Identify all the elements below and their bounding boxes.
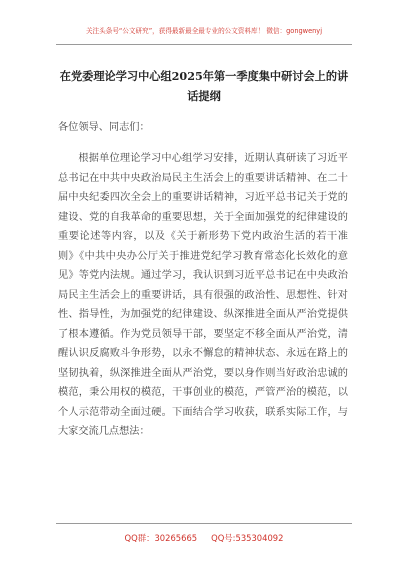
- footer-qq-group: QQ群：30265665: [124, 533, 198, 543]
- document-title: 在党委理论学习中心组2025年第一季度集中研讨会上的讲话提纲: [59, 69, 349, 103]
- footer-qq-number: QQ号:535304092: [211, 533, 284, 543]
- footer-divider: [56, 523, 352, 524]
- salutation: 各位领导、同志们：: [58, 122, 150, 133]
- header-divider: [56, 44, 352, 45]
- body-paragraph: 根据单位理论学习中心组学习安排，近期认真研读了习近平总书记在中共中央政治局民主生活会上的重要讲话精神、在二十届中央纪委四次全会上的重要讲话精神，习近平总书记关于党的建设、党的自我革命的重要思想，关于全面加强党的纪律建设的重要论述等内容，以及《关于新形势下党内政治生活的若干准则》《中共中央办公厅关于推进党纪学习教育常态化长效化的意见》等党内法规。通过学习，我认识到习近平总书记在中央政治局民主生活会上的重要讲话，具有很强的政治性、思想性、针对性、指导性，为加强党的纪律建设、纵深推进全面从严治党提供了根本遵循。作为党员领导干部，要坚定不移全面从严治党，清醒认识反腐败斗争形势，以永不懈怠的精神状态、永远在路上的坚韧执着，纵深推进全面从严治党，要以身作则当好政治忠诚的模范，秉公用权的模范，干事创业的模范，严管严治的模范，以个人示范带动全面过硬。下面结合学习收获，联系实际工作，与大家交流几点想法：: [58, 153, 348, 437]
- header-promo-text: 关注头条号“公文研究”，获得最新最全最专业的公文资料库！ 微信：gongwenyj: [85, 27, 323, 35]
- footer-contacts: [0, 532, 408, 544]
